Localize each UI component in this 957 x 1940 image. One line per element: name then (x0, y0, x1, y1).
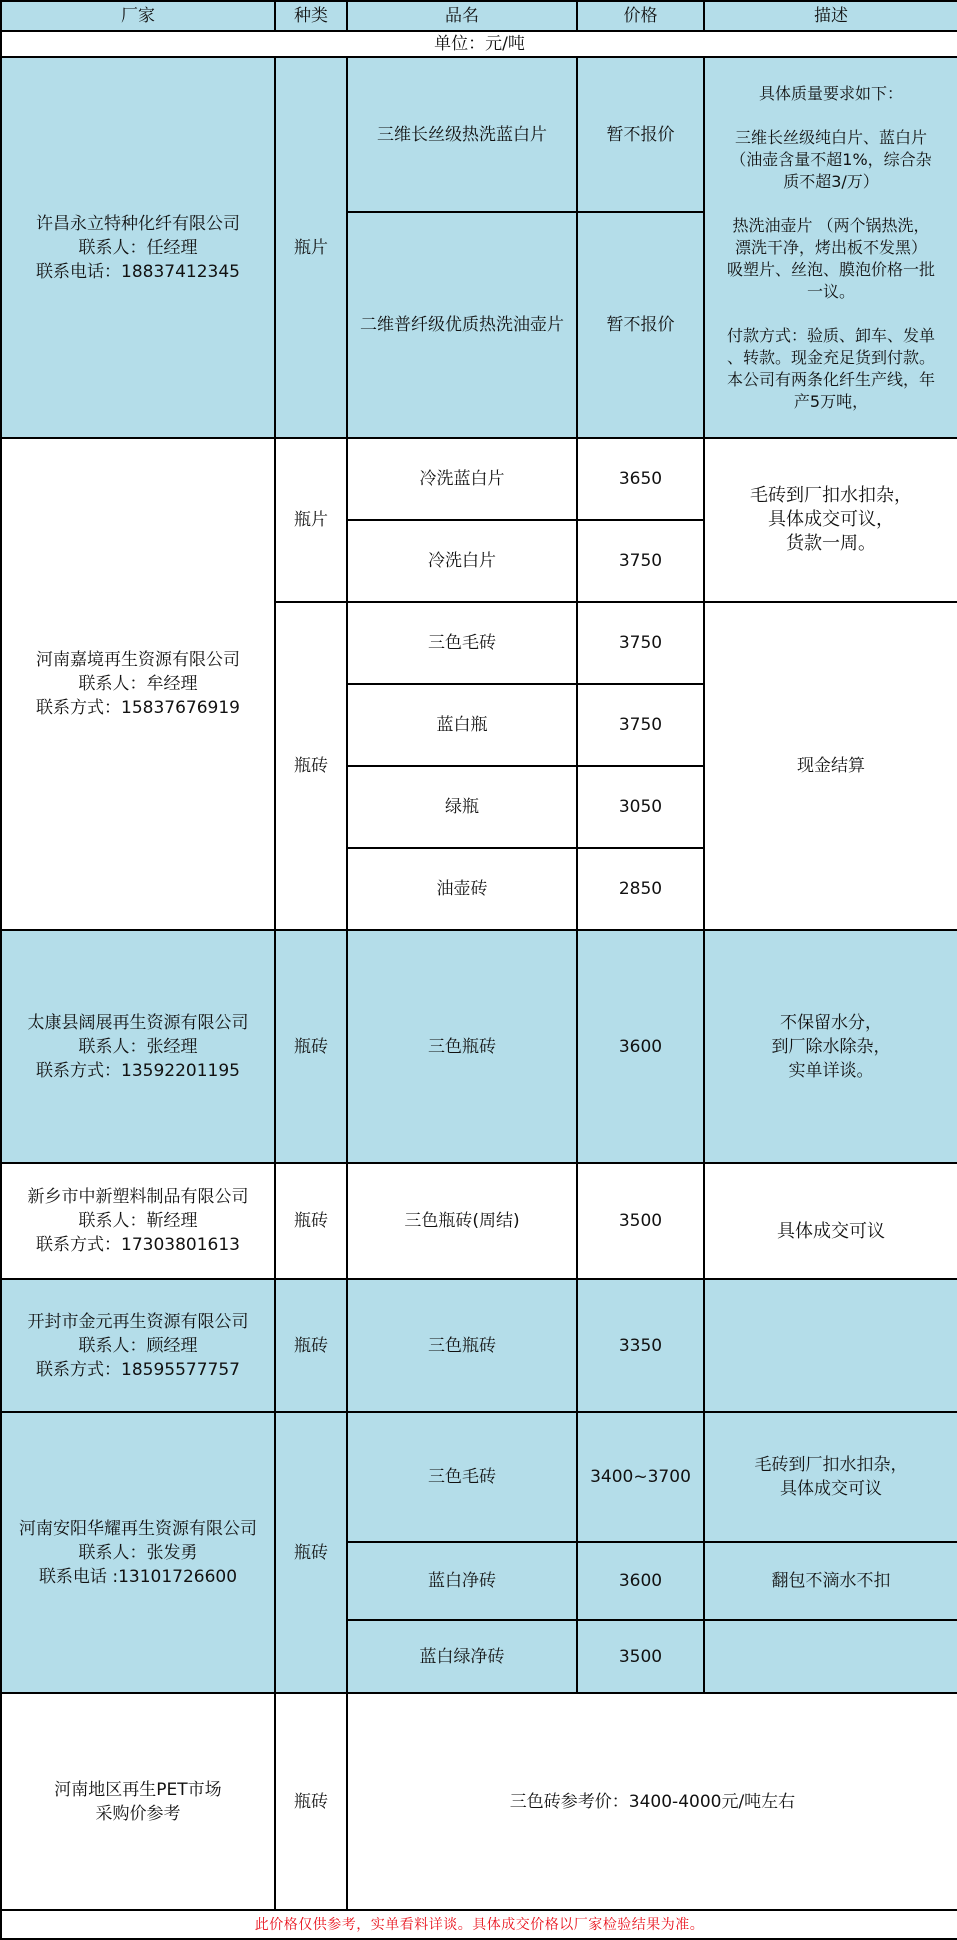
description-cell: 现金结算 (704, 602, 957, 930)
factory-name: 河南地区再生PET市场 (54, 1779, 222, 1800)
footer-note: 此价格仅供参考，实单看料详谈。具体成交价格以厂家检验结果为准。 (1, 1910, 957, 1939)
product-cell: 蓝白瓶 (347, 684, 577, 766)
factory-name: 开封市金元再生资源有限公司 (27, 1311, 249, 1332)
factory-cell (1, 1279, 275, 1412)
table-row (1, 1693, 957, 1910)
price-cell: 3750 (577, 602, 704, 684)
description-line: 具体成交可议， (768, 509, 894, 530)
table-row (1, 930, 957, 1163)
reference-price: 三色砖参考价：3400-4000元/吨左右 (347, 1693, 957, 1910)
product-cell: 冷洗蓝白片 (347, 438, 577, 520)
table-row (1, 1279, 957, 1412)
price-cell: 3750 (577, 520, 704, 602)
description-line: 热洗油壶片 （两个锅热洗， (732, 215, 930, 235)
factory-contact: 联系人：牟经理 (78, 674, 198, 694)
category-cell: 瓶片 (275, 57, 347, 438)
factory-phone: 联系方式：15837676919 (36, 698, 240, 718)
unit-label: 单位：元/吨 (1, 31, 957, 57)
factory-cell (1, 1693, 275, 1910)
description-line: 本公司有两条化纤生产线，年 (726, 369, 935, 389)
product-cell: 油壶砖 (347, 848, 577, 930)
price-cell: 3750 (577, 684, 704, 766)
description-cell (704, 1412, 957, 1542)
description-cell (704, 438, 957, 602)
header-category: 种类 (275, 1, 347, 31)
factory-subtitle: 采购价参考 (95, 1803, 181, 1824)
description-line: 货款一周。 (786, 533, 876, 554)
description-line: 具体成交可议 (780, 1479, 882, 1499)
product-cell: 三维长丝级热洗蓝白片 (347, 57, 577, 212)
price-cell: 2850 (577, 848, 704, 930)
description-line: 毛砖到厂扣水扣杂， (750, 485, 912, 506)
factory-cell (1, 930, 275, 1163)
price-cell: 3350 (577, 1279, 704, 1412)
factory-cell (1, 57, 275, 438)
description-line: 质不超3/万） (783, 171, 879, 191)
factory-contact: 联系人：顾经理 (78, 1335, 198, 1356)
factory-name: 河南嘉境再生资源有限公司 (36, 650, 240, 670)
category-cell: 瓶砖 (275, 1279, 347, 1412)
description-line: 吸塑片、丝泡、膜泡价格一批 (726, 259, 935, 279)
category-cell: 瓶片 (275, 438, 347, 602)
product-cell: 冷洗白片 (347, 520, 577, 602)
category-cell: 瓶砖 (275, 602, 347, 930)
factory-name: 许昌永立特种化纤有限公司 (36, 213, 240, 234)
description-line: 产5万吨， (793, 391, 869, 411)
description-line: （油壶含量不超1%，综合杂 (730, 149, 932, 169)
factory-contact: 联系人：靳经理 (78, 1211, 198, 1231)
category-cell: 瓶砖 (275, 930, 347, 1163)
price-cell: 3400~3700 (577, 1412, 704, 1542)
product-cell: 三色毛砖 (347, 602, 577, 684)
description-cell (704, 1620, 957, 1693)
factory-contact: 联系人：张发勇 (78, 1542, 198, 1563)
header-row (1, 1, 957, 31)
price-cell: 3500 (577, 1163, 704, 1279)
price-cell: 3600 (577, 930, 704, 1163)
description-line: 三维长丝级纯白片、蓝白片 (734, 127, 927, 147)
description-cell: 翻包不滴水不扣 (704, 1542, 957, 1620)
factory-phone: 联系方式：13592201195 (36, 1060, 240, 1081)
product-cell: 蓝白净砖 (347, 1542, 577, 1620)
product-cell: 二维普纤级优质热洗油壶片 (347, 212, 577, 438)
description-line: 具体质量要求如下： (758, 83, 903, 103)
description-cell (704, 930, 957, 1163)
price-cell: 暂不报价 (577, 57, 704, 212)
header-product: 品名 (347, 1, 577, 31)
factory-contact: 联系人：张经理 (78, 1036, 198, 1057)
product-cell: 三色瓶砖(周结) (347, 1163, 577, 1279)
factory-cell (1, 438, 275, 930)
price-cell: 3650 (577, 438, 704, 520)
product-cell: 三色瓶砖 (347, 930, 577, 1163)
description-cell (704, 1279, 957, 1412)
description-line: 付款方式：验质、卸车、发单 (726, 325, 935, 345)
table-row (1, 438, 957, 520)
product-cell: 三色毛砖 (347, 1412, 577, 1542)
header-factory: 厂家 (1, 1, 275, 31)
product-cell: 蓝白绿净砖 (347, 1620, 577, 1693)
factory-name: 太康县阔展再生资源有限公司 (27, 1012, 249, 1033)
factory-contact: 联系人：任经理 (78, 237, 198, 258)
factory-phone: 联系电话：18837412345 (36, 261, 240, 282)
category-cell: 瓶砖 (275, 1412, 347, 1693)
table-row (1, 1163, 957, 1279)
factory-name: 新乡市中新塑料制品有限公司 (27, 1187, 249, 1207)
description-line: 到厂除水除杂， (771, 1036, 891, 1057)
description-line: 、转款。现金充足货到付款。 (726, 347, 935, 367)
category-cell: 瓶砖 (275, 1163, 347, 1279)
table-row (1, 57, 957, 212)
price-cell: 3500 (577, 1620, 704, 1693)
price-cell: 3600 (577, 1542, 704, 1620)
description-cell: 具体成交可议 (704, 1163, 957, 1279)
description-line: 漂洗干净，烤出板不发黑） (734, 237, 927, 257)
factory-cell (1, 1163, 275, 1279)
product-cell: 绿瓶 (347, 766, 577, 848)
factory-phone: 联系方式：18595577757 (36, 1359, 240, 1380)
table-row (1, 1412, 957, 1542)
factory-name: 河南安阳华耀再生资源有限公司 (19, 1518, 257, 1539)
unit-row (1, 31, 957, 57)
price-cell: 3050 (577, 766, 704, 848)
product-cell: 三色瓶砖 (347, 1279, 577, 1412)
factory-phone: 联系电话 :13101726600 (38, 1566, 238, 1587)
factory-cell (1, 1412, 275, 1693)
description-line: 一议。 (806, 281, 855, 301)
factory-phone: 联系方式：17303801613 (36, 1235, 240, 1255)
price-cell: 暂不报价 (577, 212, 704, 438)
description-line: 不保留水分， (780, 1012, 882, 1033)
header-price: 价格 (577, 1, 704, 31)
footer-row (1, 1910, 957, 1939)
description-cell (704, 57, 957, 438)
description-line: 毛砖到厂扣水扣杂， (754, 1455, 908, 1475)
header-description: 描述 (704, 1, 957, 31)
description-line: 实单详谈。 (788, 1060, 874, 1081)
category-cell: 瓶砖 (275, 1693, 347, 1910)
